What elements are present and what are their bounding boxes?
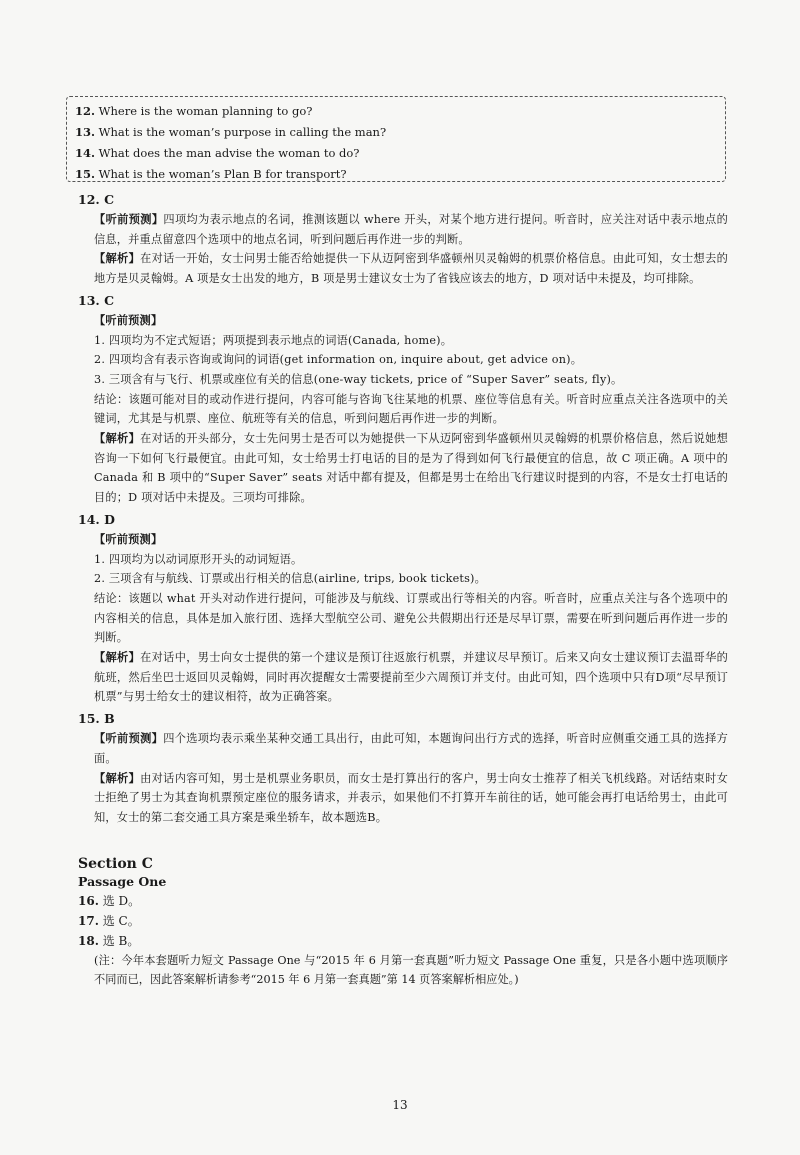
question-number: 13.	[75, 125, 96, 139]
prediction-conclusion: 结论：该题以 what 开头对动作进行提问，可能涉及与航线、订票或出行等相关的内容。听音时，应重点关注与各个选项中的内容相关的信息，具体是加入旅行团、选择大型航空公司、避免公共假期出行还是尽早订票，需要在听到问题后再作进一步的判断。	[94, 591, 728, 645]
answer-18	[78, 931, 728, 951]
question-number: 12.	[75, 104, 96, 118]
page-number: 13	[392, 1098, 408, 1112]
answer-13-block	[78, 311, 728, 508]
passage-title: Passage One	[78, 873, 167, 889]
prediction-item: 3. 三项含有与飞行、机票或座位有关的信息(one-way tickets, price of “Super Saver” seats, fly)。	[94, 372, 623, 386]
prediction-item: 1. 四项均为不定式短语；两项提到表示地点的词语(Canada, home)。	[94, 333, 453, 347]
answer-12-block	[78, 210, 728, 289]
answer-14-block	[78, 530, 728, 707]
prediction-paragraph	[94, 729, 728, 768]
analysis-text: 在对话的开头部分，女士先问男士是否可以为她提供一下从迈阿密到华盛顿州贝灵翰姆的机票价格信息，然后说她想咨询一下如何飞行最便宜。由此可知，女士给男士打电话的目的是为了得到如何飞行最便宜的信息，故 C 项正确。A 项中的 Canada 和 B 项中的“Super Saver” seats 对话中都有提及，但都是男士在给出飞行建议时提到的内容，不是女士打电话的目的；D 项对话中未提及。三项均可排除。	[94, 432, 728, 505]
answer-choice: 选 B。	[102, 933, 140, 948]
question-14	[75, 143, 717, 164]
question-text: Where is the woman planning to go?	[98, 104, 313, 118]
answer-17	[78, 911, 728, 931]
answer-14-label: 14. D	[78, 511, 115, 527]
analysis-text: 由对话内容可知，男士是机票业务职员，而女士是打算出行的客户，男士向女士推荐了相关飞机线路。对话结束时女士拒绝了男士为其查询机票预定座位的服务请求，并表示，如果他们不打算开车前往的话，她可能会再打电话给男士，由此可知，女士的第二套交通工具方案是乘坐轿车，故本题选B。	[94, 771, 728, 824]
section-note: (注：今年本套题听力短文 Passage One 与“2015 年 6 月第一套真题”听力短文 Passage One 重复，只是各小题中选项顺序不同而已，因此答案解析请参考“2015 年 6 月第一套真题”第 14 页答案解析相应处。)	[94, 953, 728, 987]
analysis-text: 在对话中，男士向女士提供的第一个建议是预订往返旅行机票，并建议尽早预订。后来又向女士建议预订去温哥华的航班，然后坐巴士返回贝灵翰姆，同时再次提醒女士需要提前至少六周预订并支付。由此可知，四个选项中只有D项“尽早预订机票”与男士给女士的建议相符，故为正确答案。	[94, 651, 728, 704]
question-text: What does the man advise the woman to do?	[98, 146, 360, 160]
question-text: What is the woman’s purpose in calling the man?	[98, 125, 387, 139]
question-15	[75, 164, 717, 185]
analysis-paragraph	[94, 249, 728, 288]
analysis-heading: 【解析】	[94, 650, 141, 665]
prediction-heading: 【听前预测】	[94, 531, 163, 546]
answer-12-label: 12. C	[78, 192, 115, 207]
analysis-heading: 【解析】	[94, 431, 141, 446]
answer-number: 16.	[78, 893, 99, 908]
answer-choice: 选 D。	[102, 893, 141, 908]
answer-13-label: 13. C	[78, 292, 115, 308]
prediction-heading: 【听前预测】	[94, 212, 164, 226]
analysis-paragraph	[94, 769, 728, 828]
prediction-paragraph	[94, 210, 728, 249]
answer-number: 18.	[78, 933, 99, 948]
question-12	[75, 101, 717, 122]
analysis-heading: 【解析】	[94, 770, 141, 785]
answer-number: 17.	[78, 913, 99, 928]
answer-16	[78, 891, 728, 911]
prediction-item: 1. 四项均为以动词原形开头的动词短语。	[94, 552, 303, 566]
question-number: 15.	[75, 167, 96, 181]
prediction-text: 四项均为表示地点的名词，推测该题以 where 开头，对某个地方进行提问。听音时，应关注对话中表示地点的信息，并重点留意四个选项中的地点名词，听到问题后再作进一步的判断。	[94, 213, 728, 246]
analysis-paragraph	[94, 429, 728, 508]
prediction-item: 2. 三项含有与航线、订票或出行相关的信息(airline, trips, book tickets)。	[94, 572, 486, 586]
analysis-text: 在对话一开始，女士问男士能否给她提供一下从迈阿密到华盛顿州贝灵翰姆的机票价格信息。由此可知，女士想去的地方是贝灵翰姆。A 项是女士出发的地方，B 项是男士建议女士为了省钱应该去的地方，D 项对话中未提及，均可排除。	[94, 252, 728, 286]
section-title: Section C	[78, 855, 153, 872]
analysis-heading: 【解析】	[94, 251, 141, 266]
prediction-item: 2. 四项均含有表示咨询或询问的词语(get information on, inquire about, get advice on)。	[94, 353, 583, 367]
question-number: 14.	[75, 146, 96, 160]
prediction-conclusion: 结论：该题可能对目的或动作进行提问，内容可能与咨询飞往某地的机票、座位等信息有关。听音时应重点关注各选项中的关键词，尤其是与机票、座位、航班等有关的信息，听到问题后再作进一步的判断。	[94, 392, 728, 426]
answer-choice: 选 C。	[102, 913, 140, 928]
question-13	[75, 122, 717, 143]
question-text: What is the woman’s Plan B for transport?	[98, 167, 347, 181]
analysis-paragraph	[94, 648, 728, 707]
prediction-heading: 【听前预测】	[94, 731, 164, 746]
answer-15-label: 15. B	[78, 711, 115, 727]
question-box	[66, 96, 726, 182]
answer-15-block	[78, 729, 728, 828]
answer-content	[78, 188, 728, 990]
prediction-heading: 【听前预测】	[94, 312, 163, 327]
prediction-text: 四个选项均表示乘坐某种交通工具出行，由此可知，本题询问出行方式的选择，听音时应侧重交通工具的选择方面。	[94, 732, 728, 765]
